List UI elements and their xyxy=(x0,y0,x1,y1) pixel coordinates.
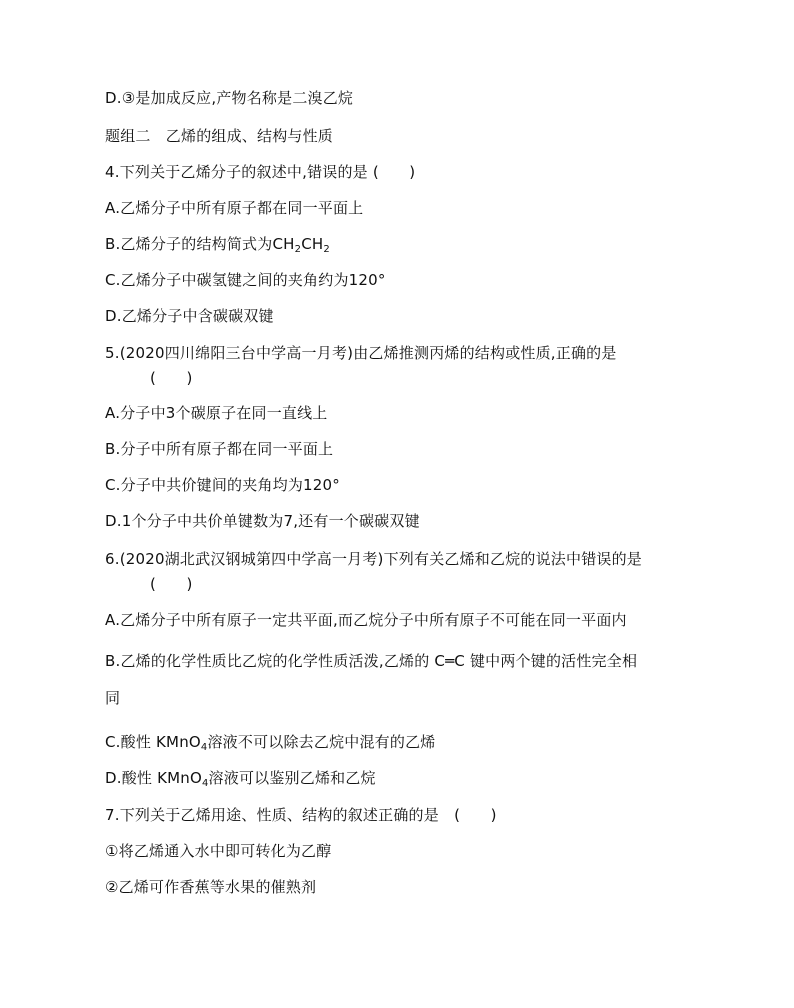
question-6-option-c xyxy=(105,732,435,752)
question-5-option-a xyxy=(105,403,328,423)
question-7-statement-2 xyxy=(105,877,316,897)
section-heading-group2 xyxy=(105,126,333,146)
question-text: 6.(2020湖北武汉钢城第四中学高一月考)下列有关乙烯和乙烷的说法中错误的是 xyxy=(105,550,642,568)
question-text: 7.下列关于乙烯用途、性质、结构的叙述正确的是 ( ) xyxy=(105,806,497,824)
question-text: 5.(2020四川绵阳三台中学高一月考)由乙烯推测丙烯的结构或性质,正确的是 xyxy=(105,344,617,362)
option-text: C.乙烯分子中碳氢键之间的夹角约为120° xyxy=(105,271,386,289)
question-4-option-b xyxy=(105,234,330,254)
formula-text: CH xyxy=(301,235,324,253)
section-heading-text: 题组二 乙烯的组成、结构与性质 xyxy=(105,127,334,145)
question-5-option-d xyxy=(105,511,420,531)
option-text: 同 xyxy=(105,689,121,707)
subscript: 2 xyxy=(323,244,330,255)
answer-paren: ( ) xyxy=(150,369,193,387)
option-text: D.1个分子中共价单键数为7,还有一个碳碳双键 xyxy=(105,512,420,530)
question-4 xyxy=(105,162,415,182)
question-7 xyxy=(105,805,497,825)
option-text: D.③是加成反应,产物名称是二溴乙烷 xyxy=(105,89,354,107)
subscript: 4 xyxy=(200,742,208,753)
option-text: 溶液不可以除去乙烷中混有的乙烯 xyxy=(207,733,436,751)
question-5 xyxy=(105,343,617,363)
question-6-answer-paren xyxy=(150,574,193,594)
question-text: 4.下列关于乙烯分子的叙述中,错误的是 ( ) xyxy=(105,163,416,181)
option-text: B.分子中所有原子都在同一平面上 xyxy=(105,440,334,458)
option-text: D.酸性 KMnO xyxy=(105,769,202,787)
option-text: D.乙烯分子中含碳碳双键 xyxy=(105,307,274,325)
question-4-option-d xyxy=(105,306,274,326)
option-text: A.乙烯分子中所有原子一定共平面,而乙烷分子中所有原子不可能在同一平面内 xyxy=(105,611,627,629)
subscript: 4 xyxy=(201,778,209,789)
option-text: A.分子中3个碳原子在同一直线上 xyxy=(105,404,328,422)
option-text: A.乙烯分子中所有原子都在同一平面上 xyxy=(105,199,364,217)
answer-paren: ( ) xyxy=(150,575,193,593)
option-text: 溶液可以鉴别乙烯和乙烷 xyxy=(208,769,376,787)
statement-text: ①将乙烯通入水中即可转化为乙醇 xyxy=(105,842,332,860)
option-text: C.分子中共价键间的夹角均为120° xyxy=(105,476,340,494)
question-6-option-a xyxy=(105,610,627,630)
question-6 xyxy=(105,549,642,569)
question-7-statement-1 xyxy=(105,841,331,861)
question-6-option-d xyxy=(105,768,376,788)
question-4-option-a xyxy=(105,198,363,218)
option-text: C.酸性 KMnO xyxy=(105,733,201,751)
question-6-option-b-continued xyxy=(105,688,120,708)
subscript: 2 xyxy=(294,244,302,255)
question-5-option-c xyxy=(105,475,340,495)
option-text: B.乙烯的化学性质比乙烷的化学性质活泼,乙烯的 C═C 键中两个键的活性完全相 xyxy=(105,652,638,670)
option-d-q3 xyxy=(105,88,353,108)
question-4-option-c xyxy=(105,270,386,290)
question-6-option-b xyxy=(105,651,637,671)
option-text: B.乙烯分子的结构简式为CH xyxy=(105,235,295,253)
question-5-option-b xyxy=(105,439,333,459)
question-5-answer-paren xyxy=(150,368,193,388)
statement-text: ②乙烯可作香蕉等水果的催熟剂 xyxy=(105,878,317,896)
